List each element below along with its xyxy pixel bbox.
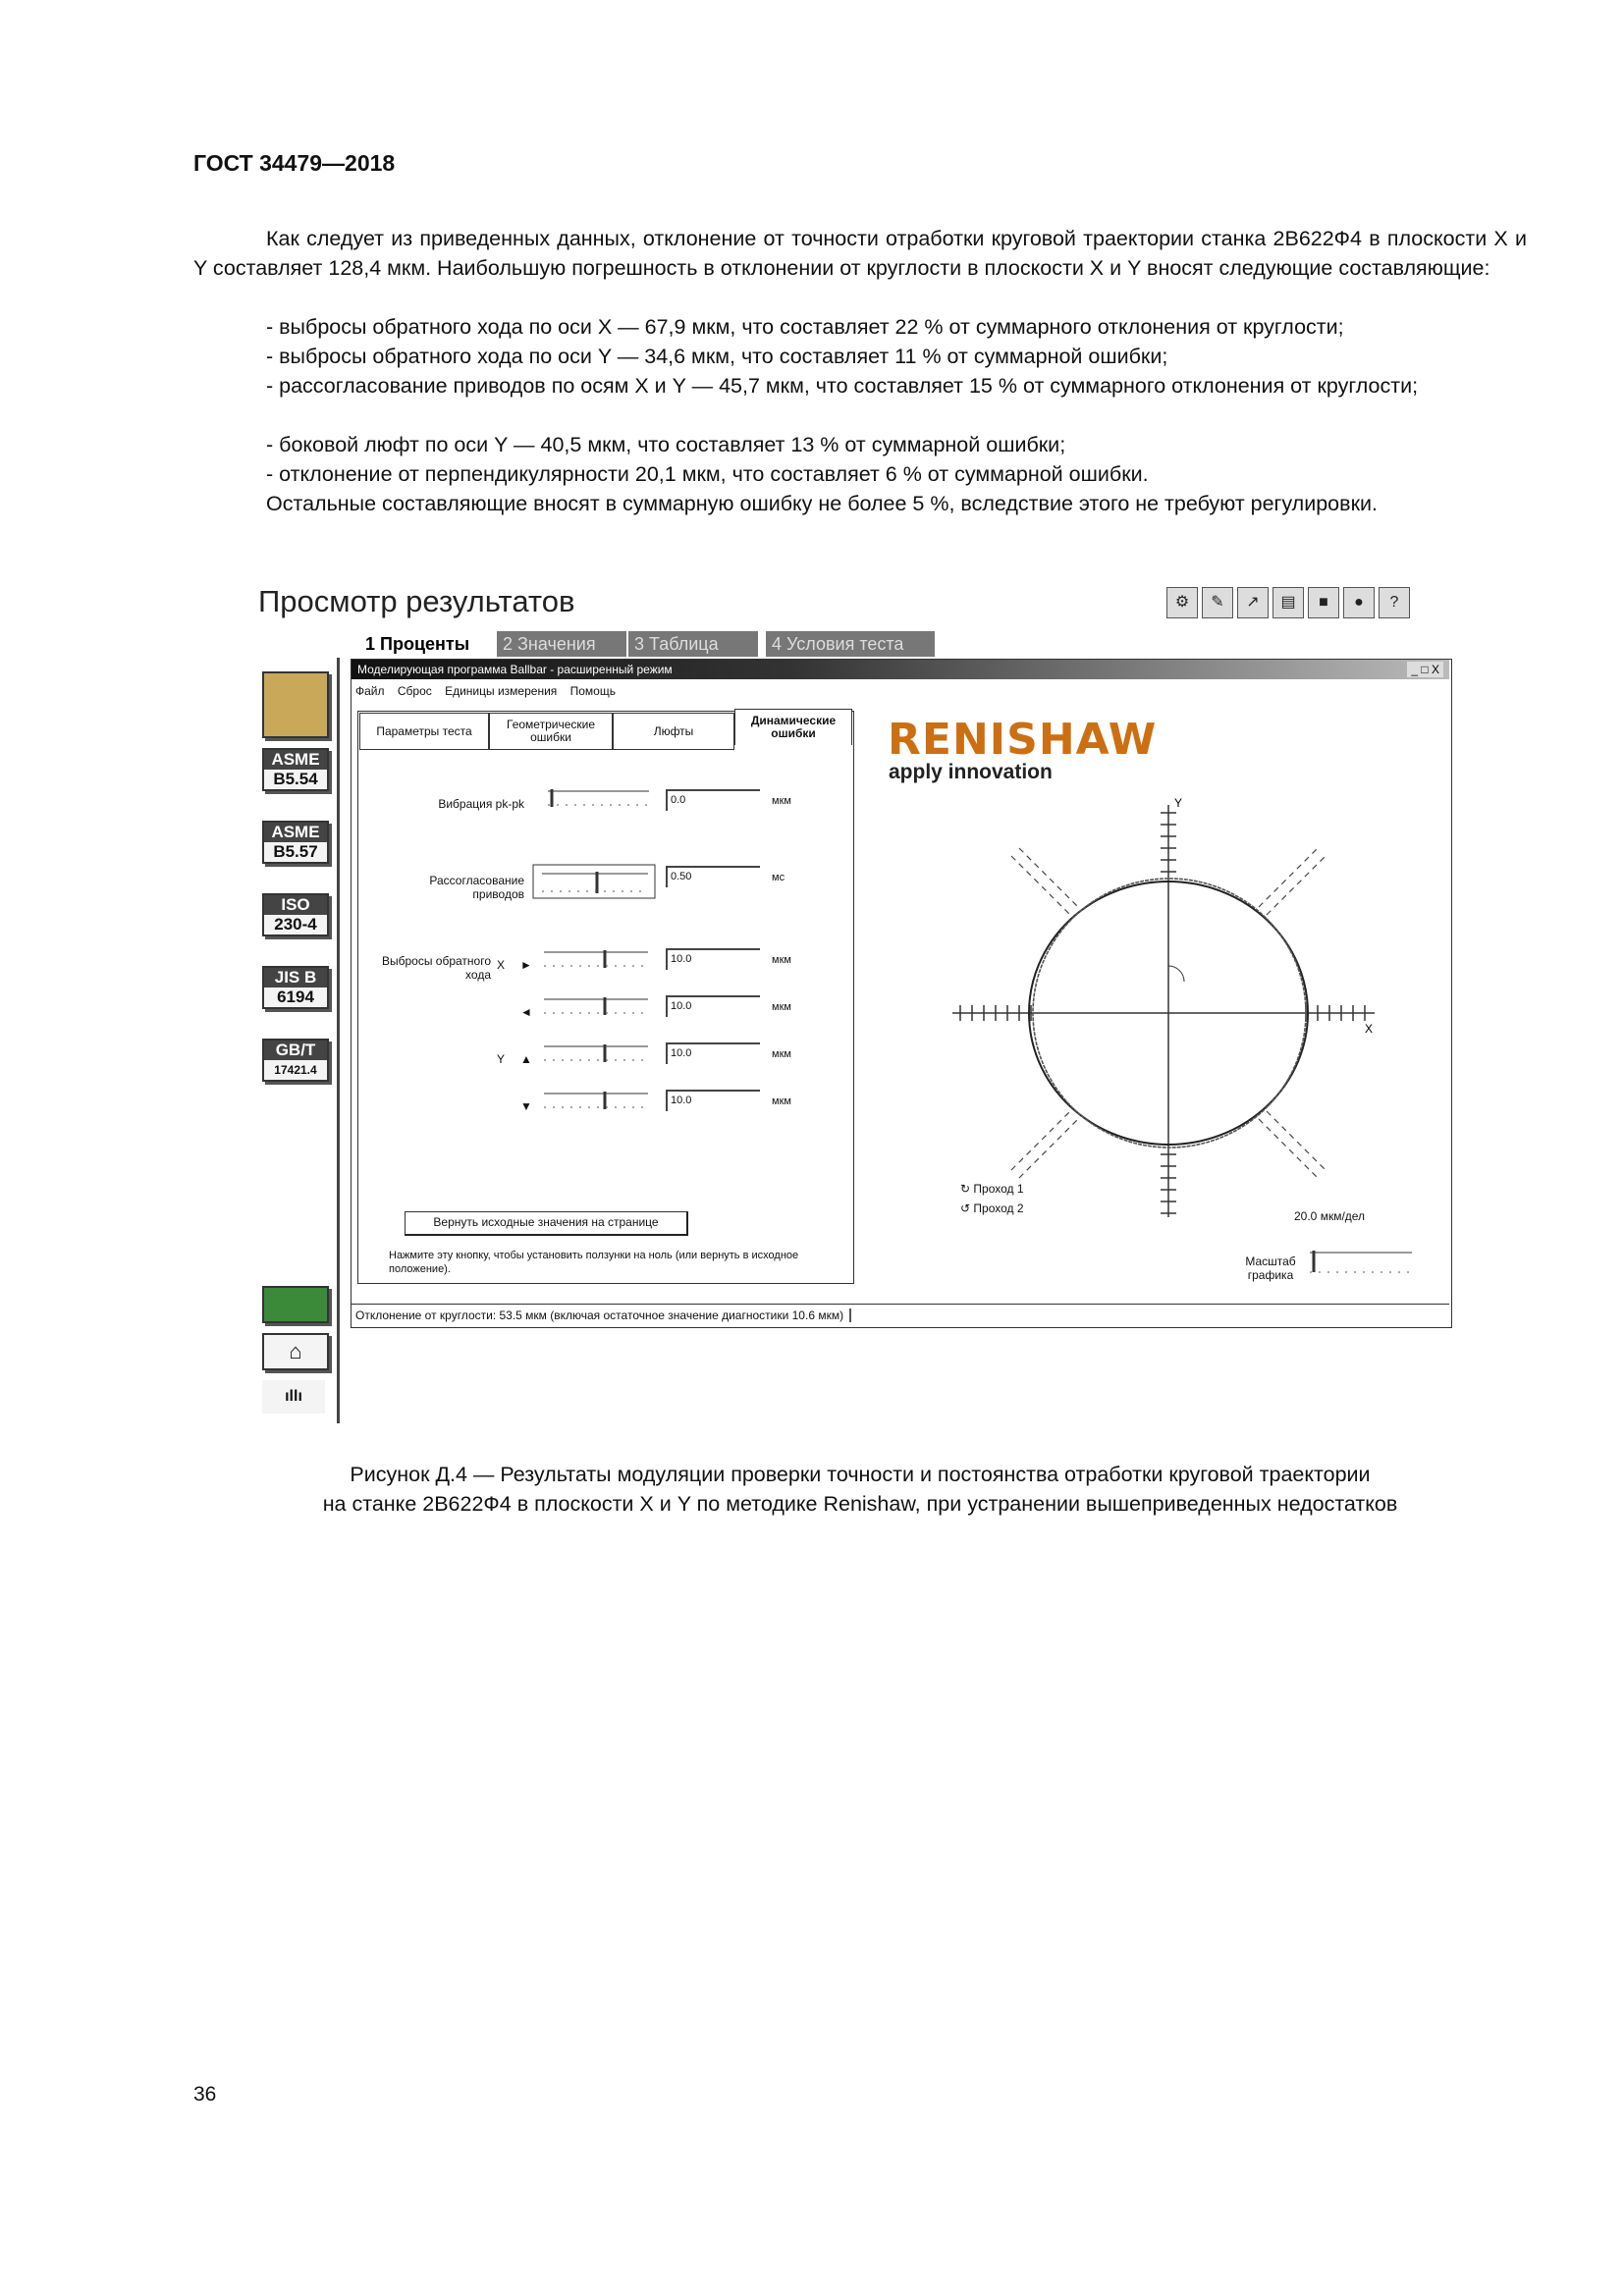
- tab-values[interactable]: 2 Значения: [497, 631, 626, 657]
- standard-iso-230-4-button[interactable]: [262, 893, 329, 936]
- chart-icon[interactable]: ↗: [1237, 587, 1269, 618]
- scale-value: 20.0 мкм/дел: [1294, 1209, 1366, 1223]
- unit-label: мкм: [772, 1095, 791, 1107]
- menu-file[interactable]: Файл: [355, 684, 385, 698]
- standards-sidebar: [252, 658, 340, 1423]
- vibration-label: Вибрация pk-pk: [438, 797, 524, 811]
- mismatch-label: Рассогласование приводов: [429, 874, 524, 901]
- home-icon[interactable]: ⌂: [262, 1333, 329, 1370]
- list-item: - выбросы обратного хода по оси X — 67,9 мкм, что составляет 22 % от суммарного отклонения от круглости;: [266, 315, 1344, 339]
- unit-label: мкм: [772, 1001, 791, 1013]
- reversal-x-minus-field[interactable]: 10.0: [666, 995, 760, 1017]
- standard-label: ASME: [264, 823, 327, 842]
- list-item: - отклонение от перпендикулярности 20,1 мкм, что составляет 6 % от суммарной ошибки.: [266, 462, 1149, 486]
- ballbar-polar-plot: [943, 793, 1394, 1225]
- paragraph-conclusion: Остальные составляющие вносят в суммарную ошибку не более 5 %, вследствие этого не требуют регулировки.: [266, 492, 1378, 515]
- reversal-spikes-label: Выбросы обратного хода: [381, 954, 491, 982]
- scale-slider[interactable]: [1306, 1249, 1416, 1282]
- standard-label: GB/T: [264, 1041, 327, 1060]
- arrow-right-icon: ►: [520, 958, 532, 972]
- caption-line-1: Рисунок Д.4 — Результаты модуляции проверки точности и постоянства отработки круговой траектории: [350, 1463, 1371, 1486]
- menu-bar: [355, 684, 625, 698]
- renishaw-slogan: apply innovation: [889, 761, 1053, 783]
- standard-code: 6194: [277, 988, 314, 1006]
- page-number: 36: [193, 2083, 217, 2106]
- standard-asme-b554-button[interactable]: [262, 748, 329, 791]
- vibration-field[interactable]: 0.0: [666, 789, 760, 811]
- save-icon[interactable]: ■: [1308, 587, 1339, 618]
- unit-label: мкм: [772, 954, 791, 966]
- menu-reset[interactable]: Сброс: [397, 684, 432, 698]
- unit-label: мс: [772, 872, 785, 883]
- list-item: - рассогласование приводов по осям X и Y — 45,7 мкм, что составляет 15 % от суммарного отклонения от круглости;: [266, 374, 1419, 398]
- tab-test-parameters[interactable]: Параметры теста: [359, 713, 489, 750]
- arrow-up-icon: ▲: [520, 1052, 532, 1066]
- bars-icon[interactable]: ıllı: [262, 1380, 325, 1414]
- globe-icon[interactable]: ●: [1343, 587, 1375, 618]
- list-item: - боковой люфт по оси Y — 40,5 мкм, что составляет 13 % от суммарной ошибки;: [266, 433, 1066, 456]
- renishaw-logo: RENISHAW: [888, 715, 1158, 765]
- tab-percent[interactable]: 1 Проценты: [365, 634, 470, 654]
- standard-jis-b6194-button[interactable]: [262, 966, 329, 1009]
- standard-code: 230-4: [274, 915, 317, 934]
- results-view-title: Просмотр результатов: [258, 584, 575, 618]
- list-item: - выбросы обратного хода по оси Y — 34,6 мкм, что составляет 11 % от суммарной ошибки;: [266, 345, 1168, 368]
- caption-line-2: на станке 2В622Ф4 в плоскости X и Y по методике Renishaw, при устранении вышеприведенных недостатков: [322, 1492, 1398, 1516]
- simulation-icon[interactable]: [262, 1286, 329, 1323]
- vibration-slider[interactable]: [546, 785, 652, 809]
- reversal-y-plus-field[interactable]: 10.0: [666, 1042, 760, 1064]
- standard-code: B5.57: [273, 842, 318, 861]
- unit-label: мкм: [772, 1048, 791, 1060]
- mismatch-field[interactable]: 0.50: [666, 866, 760, 887]
- tab-test-conditions[interactable]: 4 Условия теста: [766, 631, 935, 657]
- tab-backlash[interactable]: Люфты: [613, 713, 734, 750]
- paragraph-intro: Как следует из приведенных данных, отклонение от точности отработки круговой траектории станка 2В622Ф4 в плоскости X и Y составляет 128,4 мкм. Наибольшую погрешность в отклонении от круглости в плоскости X и Y вносят следующие составляющие:: [193, 227, 1527, 280]
- figure-caption: [193, 1460, 1527, 1519]
- ballbar-image-button[interactable]: [262, 671, 329, 738]
- menu-help[interactable]: Помощь: [569, 684, 616, 698]
- x-axis-label: X: [1365, 1022, 1374, 1036]
- help-icon[interactable]: ?: [1379, 587, 1410, 618]
- settings-icon[interactable]: ⚙: [1166, 587, 1198, 618]
- axis-x-label: X: [497, 958, 506, 972]
- scale-label: Масштаб графика: [1245, 1255, 1296, 1282]
- window-titlebar: [352, 660, 1449, 679]
- standard-label: ASME: [264, 750, 327, 770]
- status-bar: [352, 1304, 1449, 1326]
- standard-code: 17421.4: [274, 1063, 317, 1077]
- tools-icon[interactable]: ✎: [1202, 587, 1233, 618]
- reversal-y-plus-slider[interactable]: [542, 1041, 652, 1064]
- window-title: Моделирующая программа Ballbar - расширенный режим: [357, 663, 673, 676]
- legend-run-1: [960, 1182, 1024, 1196]
- document-header: ГОСТ 34479—2018: [193, 150, 396, 176]
- reversal-y-minus-slider[interactable]: [542, 1088, 652, 1111]
- reversal-x-plus-field[interactable]: 10.0: [666, 948, 760, 970]
- roundness-status: Отклонение от круглости: 53.5 мкм (включая остаточное значение диагностики 10.6 мкм): [352, 1308, 851, 1322]
- angle-marker: [1168, 966, 1184, 982]
- standard-code: B5.54: [273, 770, 318, 788]
- arrow-down-icon: ▼: [520, 1099, 532, 1113]
- tab-table[interactable]: 3 Таблица: [628, 631, 758, 657]
- standard-label: JIS B: [264, 968, 327, 988]
- print-icon[interactable]: ▤: [1272, 587, 1304, 618]
- mismatch-slider[interactable]: [532, 864, 656, 899]
- reset-hint-text: Нажмите эту кнопку, чтобы установить ползунки на ноль (или вернуть в исходное положение).: [389, 1250, 799, 1275]
- refresh-icon: ↺: [960, 1201, 971, 1215]
- reset-defaults-button[interactable]: Вернуть исходные значения на странице: [405, 1211, 688, 1236]
- standard-asme-b557-button[interactable]: [262, 821, 329, 864]
- axis-y-label: Y: [497, 1052, 506, 1066]
- standard-label: ISO: [264, 895, 327, 915]
- legend-run-2: [960, 1201, 1024, 1215]
- reversal-x-plus-slider[interactable]: [542, 946, 652, 970]
- legend-label: Проход 1: [973, 1182, 1024, 1196]
- window-controls[interactable]: _ □ X: [1407, 662, 1443, 677]
- menu-units[interactable]: Единицы измерения: [445, 684, 558, 698]
- tab-geometric-errors[interactable]: Геометрические ошибки: [489, 713, 613, 750]
- y-axis-label: Y: [1174, 796, 1183, 810]
- standard-gbt-17421-button[interactable]: [262, 1039, 329, 1082]
- reversal-x-minus-slider[interactable]: [542, 993, 652, 1017]
- refresh-icon: ↻: [960, 1182, 971, 1196]
- reversal-y-minus-field[interactable]: 10.0: [666, 1090, 760, 1111]
- legend-label: Проход 2: [973, 1201, 1024, 1215]
- arrow-left-icon: ◄: [520, 1005, 532, 1019]
- tab-dynamic-errors[interactable]: Динамические ошибки: [734, 709, 852, 745]
- unit-label: мкм: [772, 795, 791, 807]
